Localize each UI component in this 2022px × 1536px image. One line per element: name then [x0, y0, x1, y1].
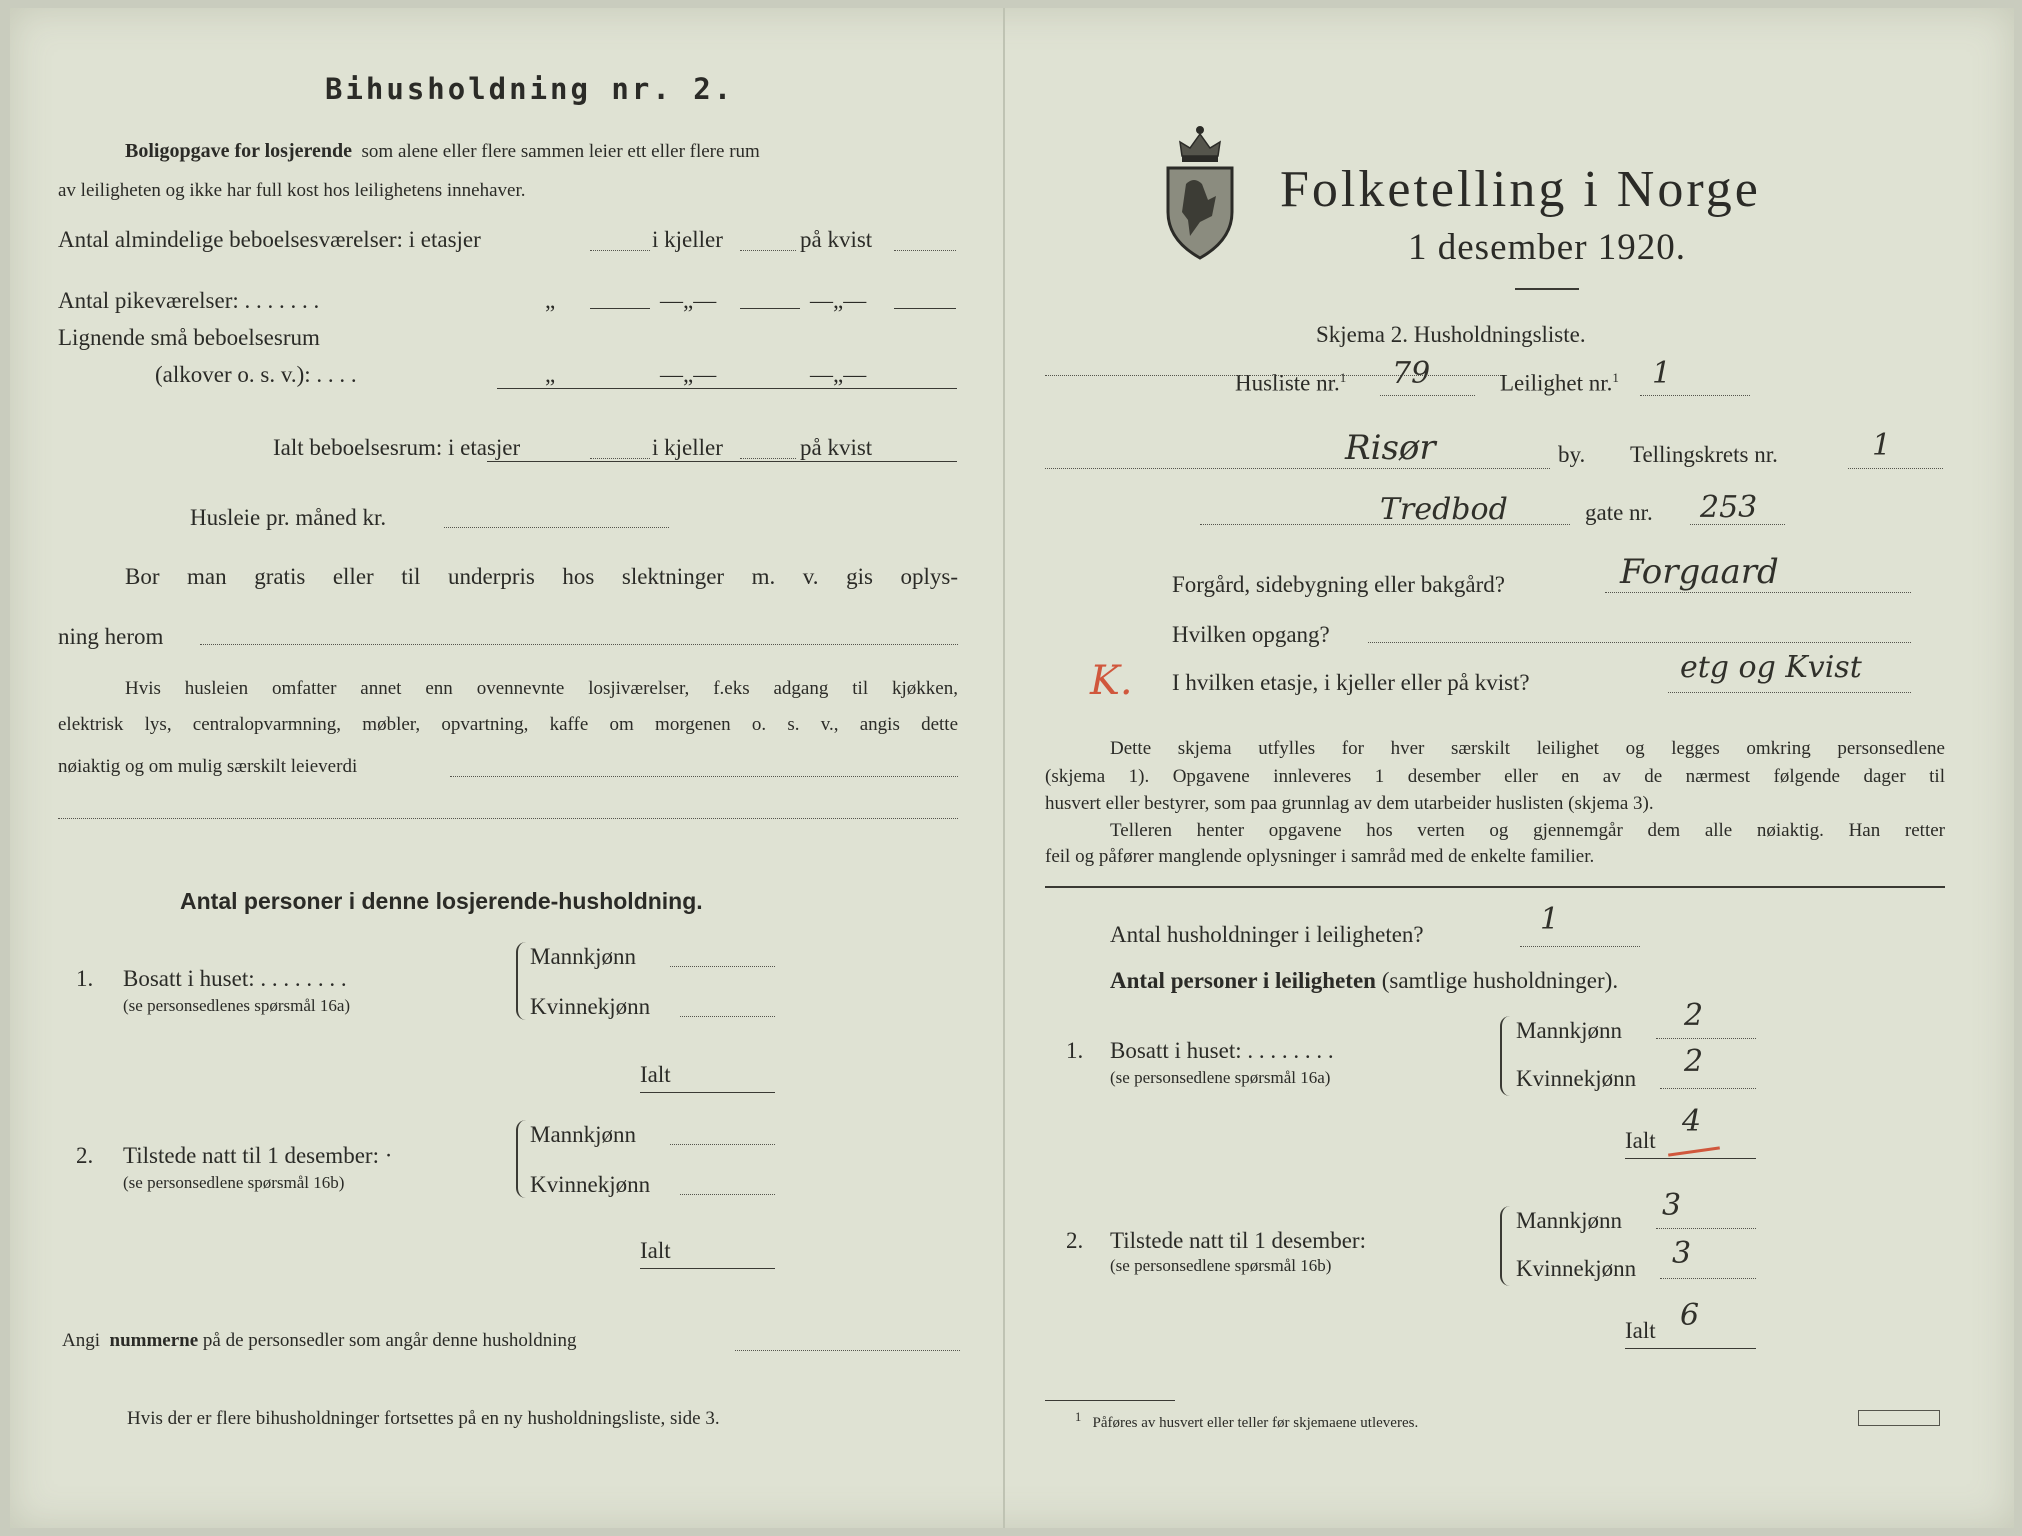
antal-hush-value[interactable]: 1 — [1540, 902, 1560, 937]
husliste-value[interactable]: 79 — [1392, 356, 1431, 391]
right-q1-sub: (se personsedlene spørsmål 16a) — [1110, 1068, 1331, 1087]
pike-ditto-3: —„— — [810, 288, 867, 313]
right-q2-sub: (se personsedlene spørsmål 16b) — [1110, 1256, 1332, 1275]
husliste-leader — [1045, 375, 1505, 376]
husliste-field[interactable] — [1380, 395, 1475, 396]
right-q2-ialt-field[interactable] — [1625, 1348, 1756, 1349]
left-q2-num: 2. — [76, 1143, 94, 1168]
left-q2-brace — [516, 1120, 526, 1198]
ialt-kjeller-field[interactable] — [740, 458, 796, 459]
right-q2-ialt-value[interactable]: 6 — [1680, 1298, 1700, 1333]
left-q1-ialt-label: Ialt — [640, 1062, 671, 1087]
left-q1-label: Bosatt i huset: . . . . . . . . — [123, 966, 347, 991]
left-footer: Hvis der er flere bihusholdninger fortsettes på en ny husholdningsliste, side 3. — [127, 1408, 720, 1429]
antal-hush-field[interactable] — [1520, 946, 1640, 947]
lign-label-1: Lignende små beboelsesrum — [58, 325, 320, 350]
instr-line-1: Dette skjema utfylles for hver særskilt leilighet og legges omkring personsedlene — [1110, 738, 1945, 759]
right-q1-kvinne-label: Kvinnekjønn — [1516, 1066, 1637, 1091]
census-date: 1 desember 1920. — [1408, 227, 1687, 268]
bor-line-2: ning herom — [58, 624, 164, 649]
intro-line-1 — [125, 140, 760, 163]
left-q1-kvinne-label: Kvinnekjønn — [530, 994, 651, 1019]
bor-line-1: Bor man gratis eller til underpris hos slektninger m. v. gis oplys- — [125, 564, 958, 589]
pike-label: Antal pikeværelser: . . . . . . . — [58, 288, 320, 313]
leieverdi-field[interactable] — [450, 776, 958, 777]
kjeller-field[interactable] — [740, 250, 796, 251]
left-q2-kvinne-field[interactable] — [680, 1194, 775, 1195]
pike-etasjer-field[interactable] — [590, 308, 650, 309]
husliste-label: Husliste nr.$^1$ — [1235, 370, 1347, 396]
intro-bold: Boligopgave for losjerende — [125, 140, 353, 162]
left-q1-mann-label: Mannkjønn — [530, 944, 637, 969]
forgaard-label: Forgård, sidebygning eller bakgård? — [1172, 572, 1505, 597]
right-q2-kvinne-value[interactable]: 3 — [1672, 1236, 1692, 1271]
kvist-label: på kvist — [800, 227, 873, 252]
ialt-etasjer-field[interactable] — [590, 458, 650, 459]
instr-line-2: (skjema 1). Opgavene innleveres 1 desember eller en av de nærmest følgende dager til — [1045, 766, 1945, 787]
tellingskrets-value[interactable]: 1 — [1872, 428, 1892, 463]
printer-stamp — [1858, 1410, 1940, 1426]
right-q1-mann-label: Mannkjønn — [1516, 1018, 1623, 1043]
ialt-rooms-line — [487, 461, 957, 462]
husleie-label: Husleie pr. måned kr. — [190, 505, 387, 530]
by-value[interactable]: Risør — [1345, 428, 1436, 468]
husleie-field[interactable] — [444, 527, 669, 528]
right-q1-num: 1. — [1066, 1038, 1084, 1063]
left-q2-mann-field[interactable] — [670, 1144, 775, 1145]
instr-line-5: feil og påfører manglende oplysninger i samråd med de enkelte familier. — [1045, 846, 1595, 867]
left-q2-kvinne-label: Kvinnekjønn — [530, 1172, 651, 1197]
right-q1-ialt-field[interactable] — [1625, 1158, 1756, 1159]
skjema-label: Skjema 2. Husholdningsliste. — [1316, 322, 1586, 347]
right-q1-brace — [1500, 1016, 1510, 1096]
gate-nr-value[interactable]: 253 — [1700, 490, 1758, 525]
antal-pers-bold: Antal personer i leiligheten — [1110, 968, 1376, 993]
right-q2-brace — [1500, 1206, 1510, 1286]
etasje-label: I hvilken etasje, i kjeller eller på kvist? — [1172, 670, 1530, 695]
right-q2-mann-field[interactable] — [1656, 1228, 1756, 1229]
kjeller-label: i kjeller — [652, 227, 723, 252]
instr-line-4: Telleren henter opgavene hos verten og gjennemgår dem alle nøiaktig. Han retter — [1110, 820, 1945, 841]
lign-sum-line — [497, 388, 957, 389]
pike-kvist-field[interactable] — [894, 308, 956, 309]
angi-bold: nummerne — [109, 1330, 199, 1351]
pike-kjeller-field[interactable] — [740, 308, 800, 309]
angi-pre: Angi — [62, 1330, 100, 1351]
lign-ditto-3: —„— — [810, 362, 867, 387]
left-q2-sub: (se personsedlene spørsmål 16b) — [123, 1173, 345, 1192]
right-q1-kvinne-field[interactable] — [1660, 1088, 1756, 1089]
antal-pers-rest: (samtlige husholdninger). — [1381, 968, 1619, 993]
antal-personer-heading: Antal personer i denne losjerende-husholdning. — [180, 888, 703, 914]
red-pencil-mark: K. — [1090, 658, 1133, 704]
right-q2-ialt-label: Ialt — [1625, 1318, 1656, 1343]
instr-line-3: husvert eller bestyrer, som paa grunnlag av dem utarbeider huslisten (skjema 3). — [1045, 793, 1654, 814]
left-q1-num: 1. — [76, 966, 94, 991]
pike-ditto-2: —„— — [660, 288, 717, 313]
right-q1-ialt-label: Ialt — [1625, 1128, 1656, 1153]
footnote-rule — [1045, 1400, 1175, 1401]
leilighet-value[interactable]: 1 — [1652, 356, 1672, 391]
right-q2-mann-value[interactable]: 3 — [1662, 1188, 1682, 1223]
by-label: by. — [1558, 442, 1586, 467]
angi-post: på de personsedler som angår denne husholdning — [202, 1330, 577, 1351]
leieverdi-field-2[interactable] — [58, 818, 958, 819]
hvis-line-3: nøiaktig og om mulig særskilt leieverdi — [58, 756, 358, 777]
right-q2-label: Tilstede natt til 1 desember: — [1110, 1228, 1366, 1253]
left-q1-brace — [516, 942, 526, 1020]
right-title: Folketelling i Norge — [1280, 161, 1761, 218]
gate-nr-field[interactable] — [1690, 524, 1785, 525]
right-q1-label: Bosatt i huset: . . . . . . . . — [1110, 1038, 1334, 1063]
hvis-line-2: elektrisk lys, centralopvarmning, møbler, opvartning, kaffe om morgenen o. s. v., angis dette — [58, 714, 958, 735]
right-q2-num: 2. — [1066, 1228, 1084, 1253]
left-q1-ialt-field[interactable] — [640, 1092, 775, 1093]
right-q1-mann-field[interactable] — [1656, 1038, 1756, 1039]
title-rule — [1515, 288, 1579, 290]
etasjer-field[interactable] — [590, 250, 650, 251]
etasje-field[interactable] — [1668, 692, 1911, 693]
lign-ditto: „ — [545, 362, 556, 387]
left-q1-mann-field[interactable] — [670, 966, 775, 967]
bor-field[interactable] — [200, 644, 958, 645]
leilighet-field[interactable] — [1640, 395, 1750, 396]
kvist-field[interactable] — [894, 250, 956, 251]
right-q2-kvinne-label: Kvinnekjønn — [1516, 1256, 1637, 1281]
angi-field[interactable] — [735, 1350, 960, 1351]
antal-pers-line — [1110, 968, 1618, 994]
intro-rest-1: som alene eller flere sammen leier ett eller flere rum — [361, 141, 760, 162]
hvis-line-1: Hvis husleien omfatter annet enn ovennevnte losjiværelser, f.eks adgang til kjøkken, — [125, 678, 958, 699]
right-q1-mann-value[interactable]: 2 — [1684, 998, 1704, 1033]
left-q1-kvinne-field[interactable] — [680, 1016, 775, 1017]
ialt-rooms-label: Ialt beboelsesrum: i etasjer — [273, 435, 521, 460]
lign-ditto-2: —„— — [660, 362, 717, 387]
right-q1-kvinne-value[interactable]: 2 — [1684, 1044, 1704, 1079]
left-q2-ialt-label: Ialt — [640, 1238, 671, 1263]
opgang-field[interactable] — [1368, 642, 1911, 643]
pike-ditto: „ — [545, 288, 556, 313]
footnote: $^1$ Påføres av husvert eller teller før skjemaene utleveres. — [1075, 1410, 1419, 1431]
gate-label: gate nr. — [1585, 500, 1653, 525]
page-fold — [1003, 8, 1005, 1528]
norwegian-coat-of-arms-icon — [1160, 112, 1240, 262]
lign-label-2: (alkover o. s. v.): . . . . — [155, 362, 357, 387]
etasje-value[interactable]: etg og Kvist — [1680, 650, 1862, 685]
left-title: Bihusholdning nr. 2. — [325, 72, 735, 106]
ialt-kvist-label: på kvist — [800, 435, 873, 460]
antal-hush-label: Antal husholdninger i leiligheten? — [1110, 922, 1424, 947]
intro-line-2: av leiligheten og ikke har full kost hos leilighetens innehaver. — [58, 180, 526, 201]
left-q2-mann-label: Mannkjønn — [530, 1122, 637, 1147]
by-field[interactable] — [1045, 468, 1550, 469]
tellingskrets-field[interactable] — [1848, 468, 1943, 469]
tellingskrets-label: Tellingskrets nr. — [1630, 442, 1778, 467]
leilighet-label: Leilighet nr.$^1$ — [1500, 370, 1619, 396]
right-q2-kvinne-field[interactable] — [1660, 1278, 1756, 1279]
forgaard-value[interactable]: Forgaard — [1620, 552, 1779, 592]
ialt-kjeller-label: i kjeller — [652, 435, 723, 460]
gate-value[interactable]: Tredbod — [1380, 492, 1508, 527]
instructions-rule — [1045, 886, 1945, 888]
right-q2-mann-label: Mannkjønn — [1516, 1208, 1623, 1233]
left-q1-sub: (se personsedlenes spørsmål 16a) — [123, 996, 351, 1015]
opgang-label: Hvilken opgang? — [1172, 622, 1330, 647]
left-q2-ialt-field[interactable] — [640, 1268, 775, 1269]
angi-line — [62, 1330, 576, 1352]
forgaard-field[interactable] — [1605, 592, 1911, 593]
right-q1-ialt-value[interactable]: 4 — [1682, 1104, 1702, 1139]
left-q2-label: Tilstede natt til 1 desember: · — [123, 1143, 393, 1168]
gate-field[interactable] — [1200, 524, 1570, 525]
antal-rooms-label: Antal almindelige beboelsesværelser: i etasjer — [58, 227, 481, 252]
